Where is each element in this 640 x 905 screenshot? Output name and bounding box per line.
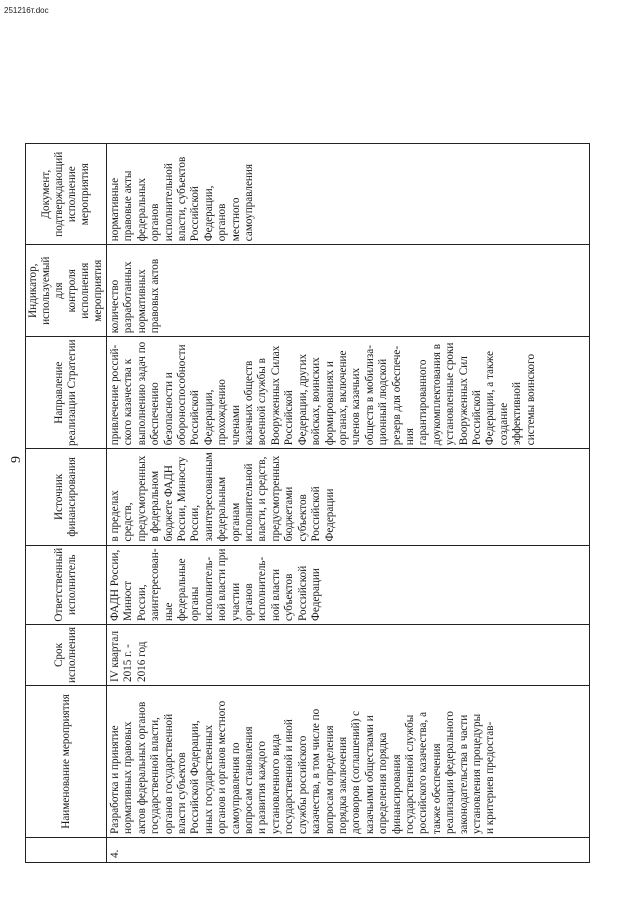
header-strategy-direction: Направление реализации Стратегии	[26, 337, 107, 449]
cell-deadline: IV квартал 2015 г. - 2016 год	[107, 624, 590, 685]
table-row	[107, 144, 590, 863]
document-code: 251216т.doc	[4, 6, 49, 15]
table-header-row	[26, 144, 107, 863]
header-indicator: Индикатор, используемый для контроля исполнения мероприятия	[26, 245, 107, 337]
header-measure-name: Наименование мероприятия	[26, 686, 107, 838]
cell-responsible: ФАДН России, Минюст России, заинтересован- ные федеральные органы исполнитель- ной власти при участии органов исполнитель- ной власти субъектов Российской Федерации	[107, 545, 590, 624]
header-deadline: Срок исполнения	[26, 624, 107, 685]
cell-indicator: количество разработанных нормативных правовых актов	[107, 245, 590, 337]
header-number	[26, 838, 107, 863]
cell-measure-name: Разработка и принятие нормативных правовых актов федеральных органов государственной власти, органов государственной власти субъектов Российской Федерации, иных государственных органов и органов местного самоуправления по вопросам становления и развития каждого установленного вида государственной и иной службы российского казачества, в том числе по вопросам определения порядка заключения договоров (соглашений) с казачьими обществами и определения порядка финансирования государственной службы российского казачества, а также обеспечения реализации федерального законодательства в части установления процедуры и критериев предостав-	[107, 686, 590, 838]
measures-table	[25, 143, 590, 863]
header-funding-source: Источник финансирования	[26, 449, 107, 545]
cell-funding-source: в пределах средств, предусмотренных в федеральном бюджете ФАДН России, Минюсту России, заинтересованным федеральным органам исполнительной власти, и средств, предусмотренных бюджетами субъектов Российской Федерации	[107, 449, 590, 545]
cell-document: нормативные правовые акты федеральных органов исполнительной власти, субъектов Российской Федерации, органов местного самоуправления	[107, 144, 590, 245]
row-number: 4.	[107, 838, 590, 863]
cell-strategy-direction: привлечение россий- ского казачества к выполнению задач по обеспечению безопасности и обороноспособности Российской Федерации, прохождению членами казачьих обществ военной службы в Вооруженных Силах Российской Федерации, других войсках, воинских формированиях и органах, включение членов казачьих обществ в мобилиза- ционный людской резерв для обеспече- ния гарантированного доукомплектования в установленные сроки Вооруженных Сил Российской Федерации, а также создание эффективной системы воинского	[107, 337, 590, 449]
page-number: 9	[9, 456, 24, 463]
header-document: Документ, подтверждающий исполнение мероприятия	[26, 144, 107, 245]
header-responsible: Ответственный исполнитель	[26, 545, 107, 624]
